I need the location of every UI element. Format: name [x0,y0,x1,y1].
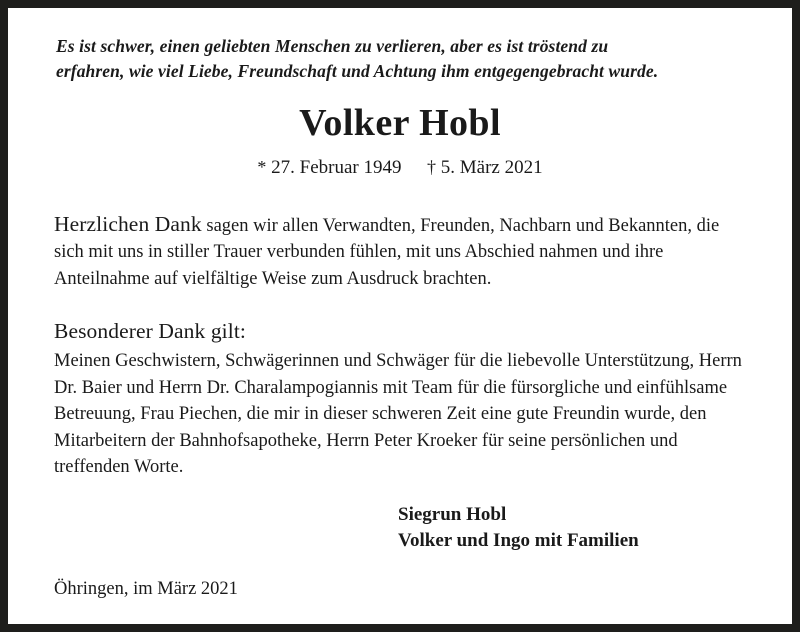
place-and-date: Öhringen, im März 2021 [54,578,238,599]
thanks-paragraph [54,209,746,293]
life-dates [54,157,746,179]
name-block [54,101,746,179]
birth-star-icon: * [257,156,267,177]
special-thanks-text: Meinen Geschwistern, Schwägerinnen und Schwäger für die liebevolle Unterstützung, Herrn Dr. Baier und Herrn Dr. Charalampogiannis mit Team für die fürsorgliche und einfühlsame Betreuung, Frau Piechen, die mir in dieser schweren Zeit eine gute Freundin wurde, den Mitarbeitern der Bahnhofsapotheke, Herrn Peter Kroeker für seine persönlichen und treffenden Worte. [54,351,742,477]
signature-block [54,502,746,553]
thanks-body-text: sagen wir allen Verwandten, Freunden, Nachbarn und Bekannten, die sich mit uns in stiller Trauer verbunden fühlen, mit uns Abschied nahmen und ihre Anteilnahme auf vielfältige Weise zum Ausdruck brachten. [54,215,720,289]
death-cross-icon: † [427,156,436,177]
deceased-name: Volker Hobl [299,101,501,144]
intro-quote [56,34,746,84]
intro-quote-line-1: Es ist schwer, einen geliebten Menschen zu verlieren, aber es ist tröstend zu [56,36,609,56]
signature-line-2: Volker und Ingo mit Familien [398,529,639,551]
birth-date: 27. Februar 1949 [271,156,402,178]
intro-quote-line-2: erfahren, wie viel Liebe, Freundschaft und Achtung ihm entgegengebracht wurde. [56,60,659,81]
death-date: 5. März 2021 [440,156,543,178]
signature-line-1: Siegrun Hobl [398,504,507,526]
thanks-lead-in: Herzlichen Dank [54,211,202,236]
special-thanks-heading: Besonderer Dank gilt: [54,319,246,344]
